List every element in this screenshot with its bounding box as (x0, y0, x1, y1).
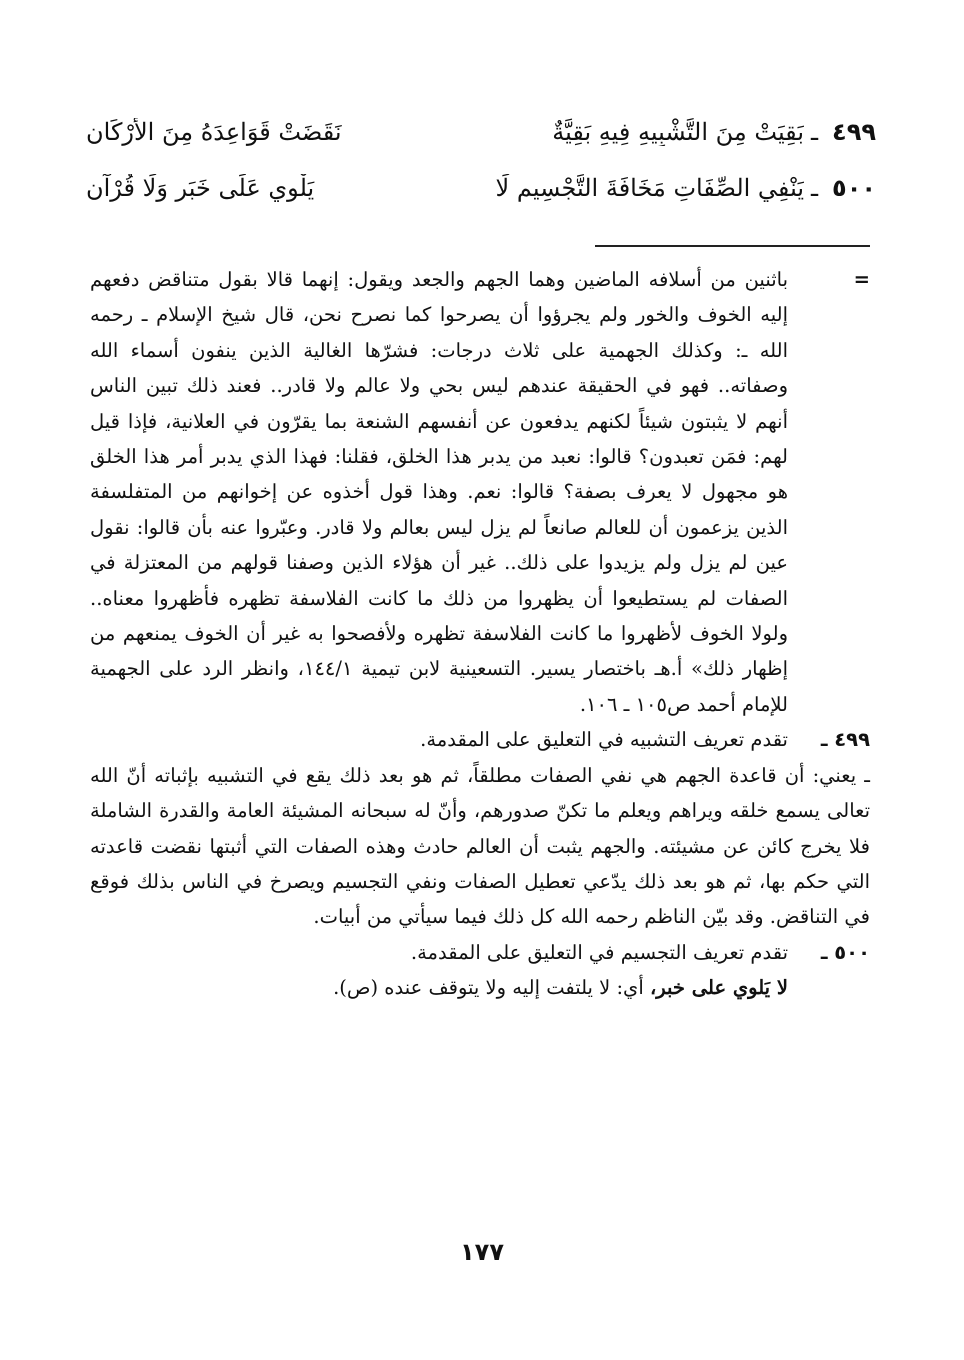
verse-dash: ـ (810, 118, 818, 146)
verse-499 (86, 118, 876, 174)
glossed-phrase: لا يَلوي على خبر، (649, 976, 788, 1000)
verse-number: ٤٩٩ (832, 118, 876, 146)
verse-first-hemistich: يَنْفِي الصِّفَاتِ مَخَافَةَ التَّجْسِيمِ لَا (495, 174, 804, 202)
verse-number: ٥٠٠ (832, 174, 876, 202)
footnote-continuation (90, 262, 870, 722)
verse-dash: ـ (810, 174, 818, 202)
footnote-500 (90, 935, 870, 970)
footnote-500-text: تقدم تعريف التجسيم في التعليق على المقدمة. (410, 940, 788, 964)
continuation-marker: = (853, 268, 870, 291)
footnotes (90, 262, 870, 1006)
footnote-500-gloss (90, 970, 870, 1005)
footnote-separator (595, 245, 870, 247)
footnote-499-explanation: ـ يعني: أن قاعدة الجهم هي نفي الصفات مطلقاً، ثم هو بعد ذلك يقع في التشبيه بإثباته أنّ الله تعالى يسمع خلقه ويراهم ويعلم ما تكنّ صدورهم، وأنّ له سبحانه المشيئة العامة والقدرة الشاملة فلا يخرج كائن عن مشيئته. والجهم يثبت أن العالم حادث وهذه الصفات التي أثبتها نقضت قاعدته التي حكم بها، ثم هو بعد ذلك يدّعي تعطيل الصفات ونفي التجسيم ويصرخ في الناس بذلك فوقع في التناقض. وقد بيّن الناظم رحمه الله كل ذلك فيما سيأتي من أبيات. (90, 763, 870, 929)
footnote-499-marker: ٤٩٩ ـ (820, 728, 870, 752)
footnote-500-marker: ٥٠٠ ـ (820, 940, 870, 964)
footnote-499-text: تقدم تعريف التشبيه في التعليق على المقدمة. (420, 728, 788, 752)
verse-second-hemistich: يَلْوِي عَلَى خَبَرٍ وَلَا قُرْآنِ (86, 174, 315, 202)
verse-500 (86, 174, 876, 230)
verse-first-hemistich: بَقِيَتْ مِنَ التَّشْبِيهِ فِيهِ بَقِيَّةٌ (552, 118, 804, 146)
page-number: ١٧٧ (460, 1238, 504, 1266)
continuation-text: باثنين من أسلافه الماضين وهما الجهم والجعد ويقول: إنهما قالا بقول متناقض دفعهم إليه الخوف والخور ولم يجرؤوا أن يصرحوا كما نصرح نحن، قال شيخ الإسلام ـ رحمه الله ـ: وكذلك الجهمية على ثلاث درجات: فشرّها الغالية الذين ينفون أسماء الله وصفاته.. فهو في الحقيقة عندهم ليس بحي ولا عالم ولا قادر.. فعند ذلك تبين الناس أنهم لا يثبتون شيئاً لكنهم يدفعون عن أنفسهم الشنعة بما يقرّون في العلانية، فإذا قيل لهم: فمَن تعبدون؟ قالوا: نعبد من يدبر هذا الخلق، فقلنا: فهذا الذي يدبر أمر هذا الخلق هو مجهول لا يعرف بصفة؟ قالوا: نعم. وهذا قول أخذوه عن إخوانهم من المتفلسفة الذين يزعمون أن للعالم صانعاً لم يزل ليس بعالم ولا قادر. وعبّروا عنه بأن قالوا: نقول عين لم يزل ولم يزيدوا على ذلك.. غير أن هؤلاء الذين وصفنا قولهم من المعتزلة في الصفات لم يستطيعوا أن يظهروا من ذلك ما كانت الفلاسفة تظهره فأظهروا معناه.. ولولا الخوف لأظهروا ما كانت الفلاسفة تظهره ولأفصحوا به غير أن الخوف يمنعهم من إظهار ذلك» أ.هـ باختصار يسير. التسعينية لابن تيمية ١٤٤/١، وانظر الرد على الجهمية للإمام أحمد ص١٠٥ ـ ١٠٦. (90, 268, 788, 716)
verse-second-hemistich: نَقَضَتْ قَوَاعِدَهُ مِنَ الأَرْكَانِ (86, 118, 342, 146)
footnote-499 (90, 722, 870, 757)
verse-block (86, 118, 876, 230)
gloss-text: أي: لا يلتفت إليه ولا يتوقف عنده (ص). (333, 976, 644, 1000)
